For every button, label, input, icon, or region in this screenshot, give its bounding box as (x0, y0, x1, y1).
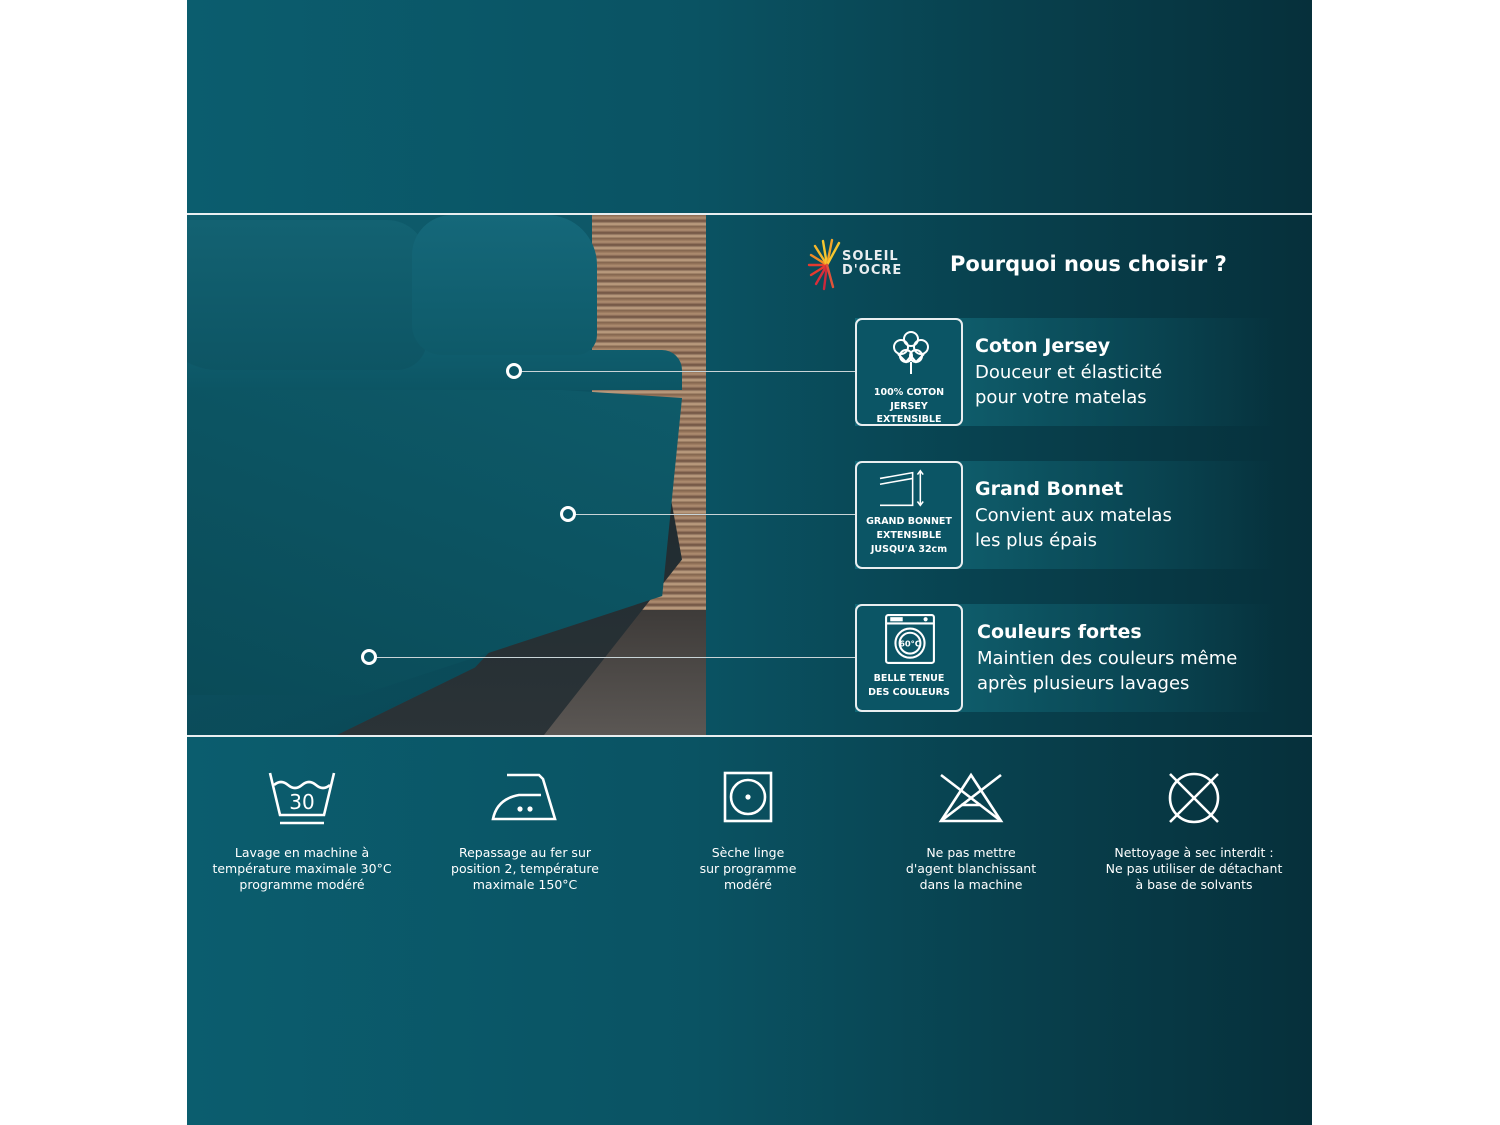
care-text: Lavage en machine à température maximale 30°C programme modéré (212, 845, 392, 892)
care-iron (425, 765, 625, 893)
badge-bonnet-label-1: GRAND BONNET (866, 516, 952, 527)
badge-colors-label-1: BELLE TENUE (873, 673, 945, 684)
feature-description: Convient aux matelas les plus épais (975, 505, 1172, 551)
hotspot-dot-2 (560, 506, 576, 522)
mattress-depth-icon (859, 465, 949, 513)
feature-cotton-jersey (855, 318, 1275, 426)
brand-logo-text: SOLEIL D'OCRE (842, 249, 903, 278)
divider-bottom (187, 735, 1312, 737)
washing-machine-icon (884, 611, 936, 667)
badge-bonnet-label-2: EXTENSIBLE (876, 530, 942, 541)
care-text: Repassage au fer sur position 2, température maximale 150°C (451, 845, 599, 892)
badge-cotton (855, 318, 963, 426)
care-no-bleach (871, 765, 1071, 893)
iron-two-dots-icon (489, 765, 561, 829)
badge-colors (855, 604, 963, 712)
badge-bonnet-label-3: JUSQU'A 32cm (870, 544, 948, 555)
wash-30-icon (266, 765, 338, 829)
care-no-dry-clean (1094, 765, 1294, 893)
feature-couleurs-fortes (855, 604, 1275, 712)
no-dry-clean-icon (1158, 765, 1230, 829)
feature-description: Maintien des couleurs même après plusieurs lavages (977, 648, 1238, 694)
feature-title: Coton Jersey (975, 335, 1111, 357)
cotton-flower-icon (886, 326, 936, 376)
care-text: Sèche linge sur programme modéré (699, 845, 797, 892)
badge-colors-label-2: DES COULEURS (868, 687, 950, 698)
pillow-right (412, 215, 597, 355)
feature-grand-bonnet (855, 461, 1275, 569)
care-text: Nettoyage à sec interdit : Ne pas utiliser de détachant à base de solvants (1105, 845, 1283, 892)
hotspot-dot-1 (506, 363, 522, 379)
feature-description: Douceur et élasticité pour votre matelas (975, 362, 1163, 408)
feature-title: Couleurs fortes (977, 621, 1142, 643)
connector-line-2 (569, 514, 855, 515)
care-text: Ne pas mettre d'agent blanchissant dans la machine (905, 845, 1037, 892)
product-infographic (187, 0, 1312, 1125)
pillow-left (187, 220, 427, 370)
hotspot-dot-3 (361, 649, 377, 665)
connector-line-3 (369, 657, 855, 658)
badge-cotton-label-2: JERSEY EXTENSIBLE (876, 401, 942, 425)
no-bleach-icon (935, 765, 1007, 829)
feature-title: Grand Bonnet (975, 478, 1124, 500)
connector-line-1 (515, 371, 855, 372)
temp-label: 60°C (899, 638, 921, 649)
tumble-dry-icon (712, 765, 784, 829)
badge-bonnet (855, 461, 963, 569)
care-tumble-dry (648, 765, 848, 893)
badge-cotton-label-1: 100% COTON (873, 387, 945, 398)
wash-temp-number: 30 (289, 790, 315, 814)
care-wash-30 (202, 765, 402, 893)
why-choose-us-title: Pourquoi nous choisir ? (950, 252, 1227, 276)
